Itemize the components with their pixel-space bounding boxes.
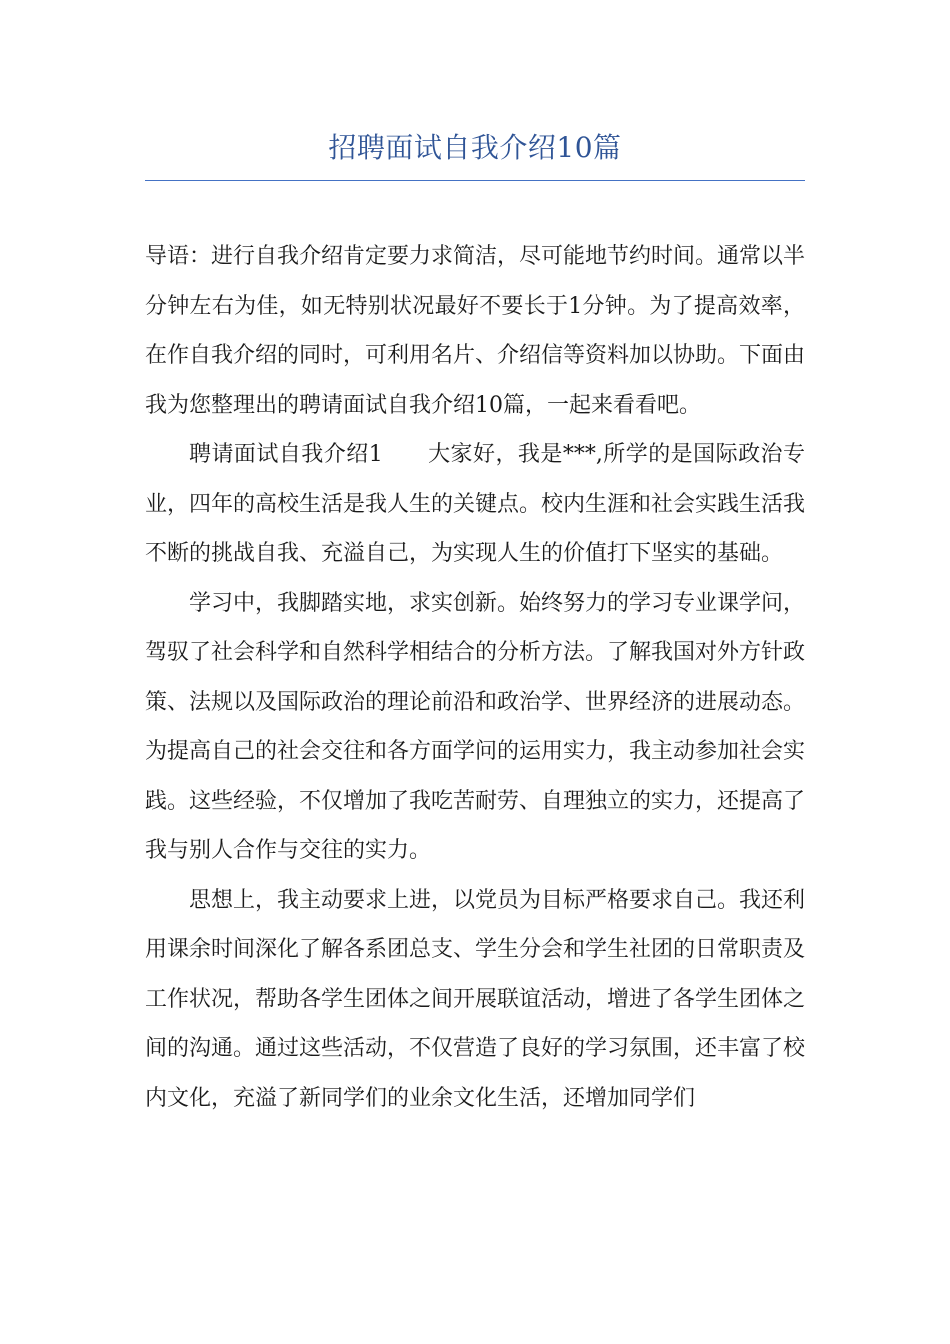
paragraph-study: 学习中，我脚踏实地，求实创新。始终努力的学习专业课学问，驾驭了社会科学和自然科学相结合的分析方法。了解我国对外方针政策、法规以及国际政治的理论前沿和政治学、世界经济的进展动态。为提高自己的社会交往和各方面学问的运用实力，我主动参加社会实践。这些经验，不仅增加了我吃苦耐劳、自理独立的实力，还提高了我与别人合作与交往的实力。 bbox=[145, 590, 806, 863]
document-title: 招聘面试自我介绍10篇 bbox=[328, 131, 622, 164]
paragraph-thought: 思想上，我主动要求上进，以党员为目标严格要求自己。我还利用课余时间深化了解各系团总支、学生分会和学生社团的日常职责及工作状况，帮助各学生团体之间开展联谊活动，增进了各学生团体之间的沟通。通过这些活动，不仅营造了良好的学习氛围，还丰富了校内文化，充溢了新同学们的业余文化生活，还增加同学们 bbox=[145, 887, 806, 1111]
paragraph-intro: 导语：进行自我介绍肯定要力求简洁，尽可能地节约时间。通常以半分钟左右为佳，如无特别状况最好不要长于1分钟。为了提高效率，在作自我介绍的同时，可利用名片、介绍信等资料加以协助。下面由我为您整理出的聘请面试自我介绍10篇，一起来看看吧。 bbox=[145, 244, 806, 418]
title-underline bbox=[145, 180, 805, 181]
paragraph-sample-1: 聘请面试自我介绍1 大家好，我是***,所学的是国际政治专业，四年的高校生活是我人生的关键点。校内生涯和社会实践生活我不断的挑战自我、充溢自己，为实现人生的价值打下坚实的基础。 bbox=[145, 442, 806, 566]
document-body bbox=[145, 232, 805, 1123]
